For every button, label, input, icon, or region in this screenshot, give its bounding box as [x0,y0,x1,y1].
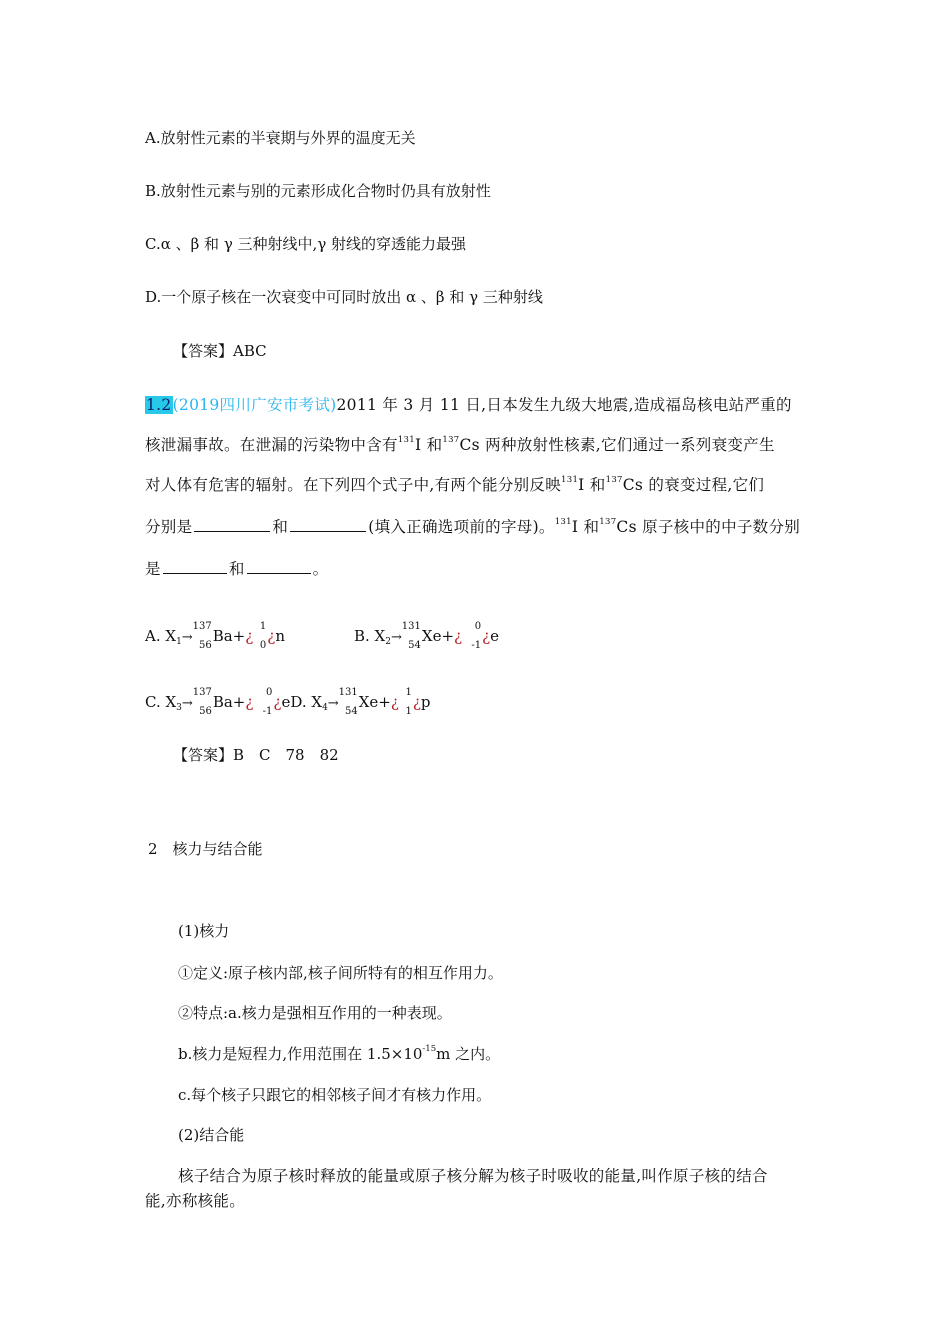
text-segment: 是 [145,560,161,578]
nuclide [254,621,267,651]
nuclide [463,621,482,651]
answer-blank[interactable] [247,559,311,574]
atomic-number: 54 [408,640,421,651]
text-segment: 和 [228,560,245,578]
question-line-1 [145,394,792,416]
text-segment: 和 [272,518,289,536]
atomic-number: 1 [405,706,412,717]
eq-subscript: 3 [176,703,182,713]
paragraph-line-2: 能,亦称核能。 [145,1192,246,1210]
paragraph-line-1: 核子结合为原子核时释放的能量或原子核分解为核子时吸收的能量,叫作原子核的结合 [178,1167,768,1185]
element: n [275,627,286,645]
text-segment: Cs 的衰变过程,它们 [622,476,765,494]
element: Ba+ [212,627,246,645]
section-title: 2 核力与结合能 [148,840,263,858]
text-segment: (填入正确选项前的字母)。 [368,518,555,536]
eq-label: C. X [145,693,177,711]
element: Xe+ [421,627,455,645]
text-segment: 对人体有危害的辐射。在下列四个式子中,有两个能分别反映 [145,476,562,494]
question-source: (2019四川广安市考试) [172,396,337,414]
atomic-number: -1 [471,640,482,651]
exponent: -15 [422,1044,437,1054]
definition: ①定义:原子核内部,核子间所特有的相互作用力。 [178,964,503,982]
arrow-icon: → [327,696,339,711]
question-number: 1.2 [146,396,172,414]
mass-number: 137 [192,687,212,698]
text-segment: I 和 [414,436,443,454]
option-c: C.α 、β 和 γ 三种射线中,γ 射线的穿透能力最强 [145,235,467,253]
text-segment: 核泄漏事故。在泄漏的污染物中含有 [145,436,398,454]
feature-b [178,1043,500,1065]
text-segment: 。 [312,560,329,578]
eq-subscript: 4 [322,703,328,713]
mass-number: 137 [599,517,617,527]
atomic-number: -1 [262,706,273,717]
glyph: ¿ [273,693,282,711]
nuclide [400,687,412,717]
text-segment: I 和 [578,476,606,494]
nuclide [401,621,421,651]
question-line-3 [145,474,764,496]
text-segment: 分别是 [145,518,193,536]
nuclide [192,687,212,717]
atomic-number: 56 [199,706,212,717]
glyph: ¿ [454,627,463,645]
equation-b [354,621,499,653]
glyph: ¿ [482,627,491,645]
feature-c: c.每个核子只跟它的相邻核子间才有核力作用。 [178,1086,492,1104]
equation-a [145,621,286,653]
glyph: ¿ [267,627,276,645]
mass-number: 131 [401,621,421,632]
atomic-number: 56 [198,640,212,651]
question-line-2 [145,434,775,456]
eq-label: D. X [290,693,323,711]
glyph: ¿ [245,693,254,711]
option-b: B.放射性元素与别的元素形成化合物时仍具有放射性 [145,182,491,200]
question-text: 2011 年 3 月 11 日,日本发生九级大地震,造成福岛核电站严重的 [336,396,792,414]
mass-number: 131 [338,687,358,698]
text-segment: b.核力是短程力,作用范围在 1.5×10 [178,1045,423,1063]
mass-number: 131 [554,517,572,527]
element: e [281,693,291,711]
question-line-5 [145,558,328,580]
glyph: ¿ [245,627,254,645]
subheading-nuclear-force: (1)核力 [178,922,230,940]
atomic-number: 54 [344,706,358,717]
text-segment: I 和 [571,518,600,536]
mass-number: 137 [605,475,623,485]
element: e [490,627,499,645]
mass-number: 0 [474,621,482,632]
subheading-binding-energy: (2)结合能 [178,1126,245,1144]
mass-number: 1 [405,687,412,698]
nuclide [192,621,212,651]
eq-label: A. X [145,627,177,645]
text-segment: m 之内。 [436,1045,501,1063]
mass-number: 0 [266,687,273,698]
element: p [420,693,431,711]
answer-2: 【答案】B C 78 82 [173,746,339,764]
feature-a: ②特点:a.核力是强相互作用的一种表现。 [178,1004,452,1022]
mass-number: 137 [442,435,460,445]
nuclide [254,687,273,717]
arrow-icon: → [390,630,402,645]
text-segment: Cs 两种放射性核素,它们通过一系列衰变产生 [459,436,775,454]
arrow-icon: → [181,696,193,711]
text-segment: Cs 原子核中的中子数分别 [616,518,801,536]
mass-number: 131 [397,435,415,445]
answer-blank[interactable] [290,517,366,532]
equation-c [145,687,431,719]
answer-blank[interactable] [194,517,270,532]
mass-number: 131 [561,475,579,485]
glyph: ¿ [412,693,421,711]
mass-number: 1 [259,621,267,632]
element: Xe+ [358,693,391,711]
answer-blank[interactable] [163,559,227,574]
eq-subscript: 2 [385,637,391,647]
question-line-4 [145,516,800,538]
option-a: A.放射性元素的半衰期与外界的温度无关 [145,129,416,147]
option-d: D.一个原子核在一次衰变中可同时放出 α 、β 和 γ 三种射线 [145,288,543,306]
nuclide [338,687,358,717]
arrow-icon: → [181,630,193,645]
eq-subscript: 1 [176,637,182,647]
answer-1: 【答案】ABC [173,342,267,360]
atomic-number: 0 [259,640,267,651]
glyph: ¿ [390,693,399,711]
eq-label: B. X [354,627,386,645]
element: Ba+ [212,693,246,711]
mass-number: 137 [192,621,212,632]
